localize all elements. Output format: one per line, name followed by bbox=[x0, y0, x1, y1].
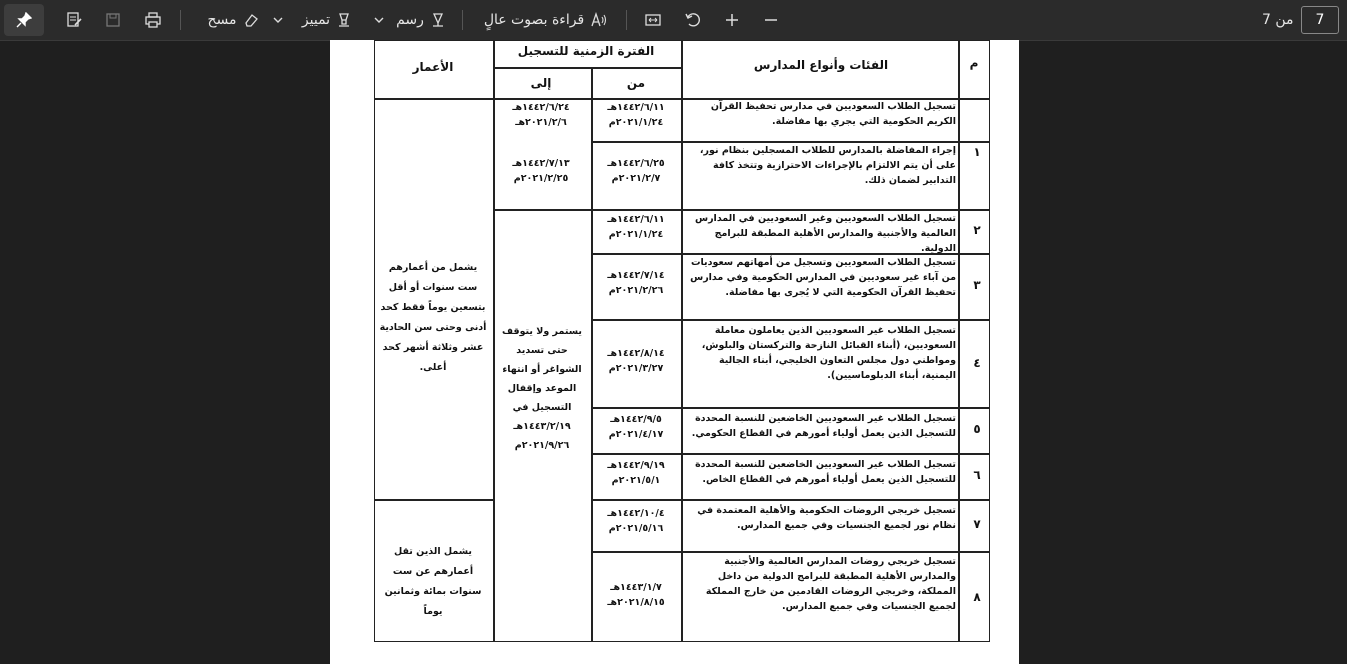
from-date: ١٤٤٢/٨/١٤هـ ٢٠٢١/٣/٢٧م bbox=[607, 348, 665, 374]
read-aloud-button[interactable] bbox=[478, 0, 614, 40]
save-button[interactable] bbox=[100, 0, 126, 40]
print-icon bbox=[144, 11, 162, 29]
category-cell: تسجيل الطلاب غير السعوديين الخاضعين للنسبة المحددة للتسجيل الذين يعمل أولياء أمورهم في القطاع الحكومي. bbox=[691, 413, 956, 439]
header-ages: الأعمار bbox=[412, 60, 454, 74]
chevron-down-icon bbox=[272, 14, 284, 26]
from-date: ١٤٤٢/١٠/٤هـ ٢٠٢١/٥/١٦م bbox=[607, 508, 665, 534]
page-count-label: من 7 bbox=[1262, 12, 1294, 28]
row-number: ١ bbox=[973, 145, 981, 159]
row-number: ٣ bbox=[973, 278, 981, 292]
pin-toolbar-button[interactable] bbox=[4, 4, 44, 36]
from-date: ١٤٤٢/٩/١٩هـ ٢٠٢١/٥/١م bbox=[607, 460, 665, 486]
row-number: ٥ bbox=[973, 422, 981, 436]
header-categories: الفئات وأنواع المدارس bbox=[753, 58, 889, 72]
rotate-icon bbox=[684, 11, 702, 29]
toolbar-divider bbox=[462, 10, 463, 30]
pin-icon bbox=[16, 12, 32, 28]
read-aloud-icon bbox=[590, 12, 608, 28]
minus-icon bbox=[763, 12, 779, 28]
from-date: ١٤٤٢/٦/٢٥هـ ٢٠٢١/٢/٧م bbox=[607, 158, 665, 184]
draw-button[interactable] bbox=[392, 0, 450, 40]
fit-to-width-button[interactable] bbox=[640, 0, 666, 40]
highlight-button[interactable] bbox=[292, 0, 362, 40]
from-date: ١٤٤٢/٦/١١هـ ٢٠٢١/١/٢٤م bbox=[607, 102, 665, 128]
category-cell: تسجيل الطلاب غير السعوديين الذين يعاملون معاملة السعوديين، (أبناء القبائل النازحة والتركستان والبلوش، ومواطني دول مجلس التعاون الخليجي، أبناء الجالية اليمنية، أبناء الدبلوماسيين). bbox=[701, 325, 956, 381]
zoom-in-button[interactable] bbox=[719, 0, 745, 40]
edit-with-acrobat-button[interactable] bbox=[60, 0, 88, 40]
continue-until-cell: يستمر ولا يتوقف حتى تسديد الشواغر أو انتهاء الموعد وإقفال التسجيل في ١٤٤٣/٢/١٩هـ ٢٠٢١/٩/٢٦م bbox=[502, 326, 582, 451]
edit-document-icon bbox=[65, 11, 83, 29]
from-date: ١٤٤٢/٩/٥هـ ٢٠٢١/٤/١٧م bbox=[608, 414, 664, 440]
category-cell: تسجيل الطلاب غير السعوديين الخاضعين للنسبة المحددة للتسجيل الذين يعمل أولياء أمورهم في القطاع الخاص. bbox=[695, 459, 956, 485]
highlight-options-dropdown[interactable] bbox=[270, 0, 286, 40]
plus-icon bbox=[724, 12, 740, 28]
row-number: ٢ bbox=[973, 223, 981, 237]
category-cell: تسجيل الطلاب السعوديين وتسجيل من أمهاتهم سعوديات من آباء غير سعوديين في المدارس الحكومية وفي مدارس تحفيظ القرآن الحكومية التي لا يُجرى بها مفاضلة. bbox=[690, 257, 956, 298]
from-date: ١٤٤٢/٧/١٤هـ ٢٠٢١/٢/٢٦م bbox=[607, 270, 665, 296]
header-number: م bbox=[969, 56, 979, 70]
row-number: ٨ bbox=[973, 590, 981, 604]
draw-options-dropdown[interactable] bbox=[371, 0, 387, 40]
erase-button[interactable] bbox=[193, 0, 273, 40]
highlighter-icon bbox=[336, 12, 352, 28]
toolbar-divider bbox=[626, 10, 627, 30]
ages-cell: يشمل الذين تقل أعمارهم عن ست سنوات بمائة وثمانين يوماً bbox=[384, 546, 482, 617]
pen-icon bbox=[430, 12, 446, 28]
category-cell: تسجيل الطلاب السعوديين وغير السعوديين في المدارس العالمية والأجنبية والمدارس الأهلية المطبقة للبرامج الدولية. bbox=[694, 213, 956, 254]
pdf-toolbar bbox=[0, 0, 1347, 41]
page-number-input[interactable]: 7 bbox=[1301, 6, 1339, 34]
category-cell: تسجيل خريجي روضات المدارس العالمية والأجنبية والمدارس الأهلية المطبقة للبرامج الدولية من داخل المملكة، وخريجي الروضات القادمين من خارج المملكة لجميع الجنسيات وفي جميع المدارس. bbox=[705, 556, 956, 612]
save-icon bbox=[105, 12, 121, 28]
row-number: ٦ bbox=[973, 468, 981, 482]
from-date: ١٤٤٣/١/٧هـ ٢٠٢١/٨/١٥هـ bbox=[607, 582, 665, 608]
header-to: إلى bbox=[530, 76, 552, 90]
chevron-down-icon bbox=[373, 14, 385, 26]
read-aloud-label: قراءة بصوت عالٍ bbox=[483, 12, 585, 28]
category-cell: تسجيل خريجي الروضات الحكومية والأهلية المعتمدة في نظام نور لجميع الجنسيات وفي جميع المدارس. bbox=[697, 505, 956, 531]
row-number: ٤ bbox=[973, 356, 981, 370]
to-date: ١٤٤٢/٦/٢٤هـ ٢٠٢١/٢/٦هـ bbox=[512, 102, 570, 128]
to-date: ١٤٤٢/٧/١٣هـ ٢٠٢١/٢/٢٥م bbox=[512, 158, 570, 184]
toolbar-divider bbox=[180, 10, 181, 30]
category-cell: تسجيل الطلاب السعوديين في مدارس تحفيظ القرآن الكريم الحكومية التي يجري بها مفاضلة. bbox=[710, 101, 956, 127]
print-button[interactable] bbox=[140, 0, 166, 40]
header-period: الفترة الزمنية للتسجيل bbox=[517, 44, 655, 58]
row-number: ٧ bbox=[973, 517, 981, 531]
ages-cell: يشمل من أعمارهم ست سنوات أو أقل بتسعين يوماً فقط كحد أدنى وحتى سن الحادية عشر وثلاثة أشهر كحد أعلى. bbox=[379, 262, 487, 373]
header-from: من bbox=[626, 76, 646, 90]
fit-width-icon bbox=[644, 12, 662, 28]
highlight-label: تمييز bbox=[301, 12, 331, 28]
from-date: ١٤٤٢/٦/١١هـ ٢٠٢١/١/٢٤م bbox=[607, 214, 665, 240]
erase-label: مسح bbox=[207, 12, 237, 28]
rotate-button[interactable] bbox=[680, 0, 706, 40]
zoom-out-button[interactable] bbox=[758, 0, 784, 40]
category-cell: إجراء المفاضلة بالمدارس للطلاب المسجلين بنظام نور، على أن يتم الالتزام بالإجراءات الاحترازية وتتخذ كافة التدابير لضمان ذلك. bbox=[699, 145, 956, 186]
eraser-icon bbox=[243, 12, 259, 28]
draw-label: رسم bbox=[396, 12, 424, 28]
